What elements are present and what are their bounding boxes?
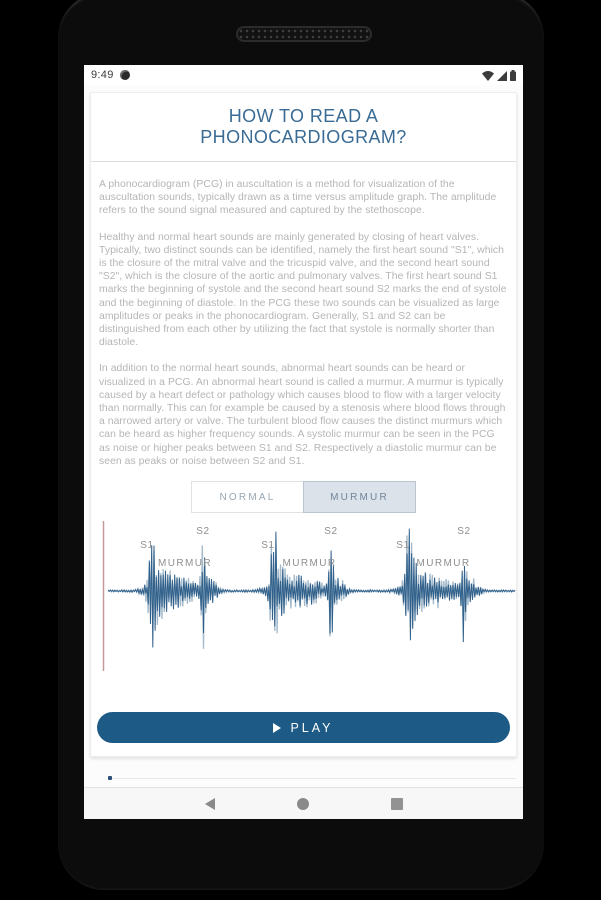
- title-divider: [91, 161, 516, 162]
- article-card: [90, 92, 517, 757]
- s2-label: S2: [457, 526, 471, 538]
- s2-label: S2: [324, 526, 338, 538]
- s1-label: S1: [396, 540, 410, 552]
- toggle-normal-button[interactable]: NORMAL: [191, 481, 304, 513]
- s2-label: S2: [196, 526, 210, 538]
- sound-type-toggle-group: [97, 481, 510, 513]
- device-screen: [84, 65, 523, 819]
- play-button-label: PLAY: [290, 720, 334, 735]
- s1-label: S1: [261, 540, 275, 552]
- play-icon: [273, 723, 281, 733]
- phonocardiogram-chart: [97, 518, 510, 676]
- murmur-label: MURMUR: [158, 558, 212, 570]
- s1-label: S1: [140, 540, 154, 552]
- app-content-area: [84, 85, 523, 787]
- speaker-grille-icon: [236, 26, 372, 42]
- cellular-signal-icon: [497, 71, 507, 81]
- waveform-svg: [97, 518, 517, 676]
- battery-icon: [510, 70, 516, 81]
- back-button[interactable]: [205, 798, 215, 810]
- play-button[interactable]: [97, 712, 510, 743]
- paragraph-normal-sounds: Healthy and normal heart sounds are mainly generated by closing of heart valves. Typically, two distinct sounds can be identified, namely the first heart sound "S1", which is the closure of the mitral valve and the tricuspid valve, and the second heart sound "S2", which is the closure of the aortic and pulmonary valves. The first heart sound S1 marks the beginning of systole and the second heart sound S2 marks the end of systole and the beginning of diastole. In the PCG these two sounds can be visualized as large amplitudes or peaks in the phonocardiogram. Generally, S1 and S2 can be distinguished from each other by utilizing the fact that systole is normally shorter than diastole.: [99, 231, 507, 349]
- status-time: 9:49: [91, 69, 114, 81]
- home-button[interactable]: [297, 798, 309, 810]
- paragraph-murmur: In addition to the normal heart sounds, abnormal heart sounds can be heard or visualized in a PCG. An abnormal heart sound is called a murmur. A murmur is typically caused by a heart defect or pathology which causes blood to flow with a larger velocity than normally. This can for example be caused by a stenosis where blood flows through a narrowed artery or valve. The turbulent blood flow causes the distinct murmurs which can be heard as higher frequency sounds. A systolic murmur can be seen in the PCG as noise or higher peaks between S1 and S2. Respectively a diastolic murmur can be seen as peaks or noise between S2 and S1.: [99, 363, 506, 467]
- android-nav-bar: [84, 787, 523, 819]
- status-right-icons: [482, 70, 516, 81]
- toggle-murmur-button[interactable]: MURMUR: [303, 481, 416, 513]
- status-bar: [84, 65, 523, 85]
- murmur-label: MURMUR: [282, 558, 337, 570]
- page-title: HOW TO READ A PHONOCARDIOGRAM?: [200, 106, 407, 147]
- wifi-icon: [482, 71, 494, 81]
- recents-button[interactable]: [391, 798, 403, 810]
- next-section-peek-divider: [112, 778, 516, 779]
- notification-circle-icon: [120, 70, 130, 80]
- paragraph-intro: A phonocardiogram (PCG) in auscultation is a method for visualization of the auscultation sounds, typically drawn as a time versus amplitude graph. The amplitude refers to the sound signal measured and captured by the stethoscope.: [99, 179, 497, 217]
- murmur-label: MURMUR: [416, 558, 471, 570]
